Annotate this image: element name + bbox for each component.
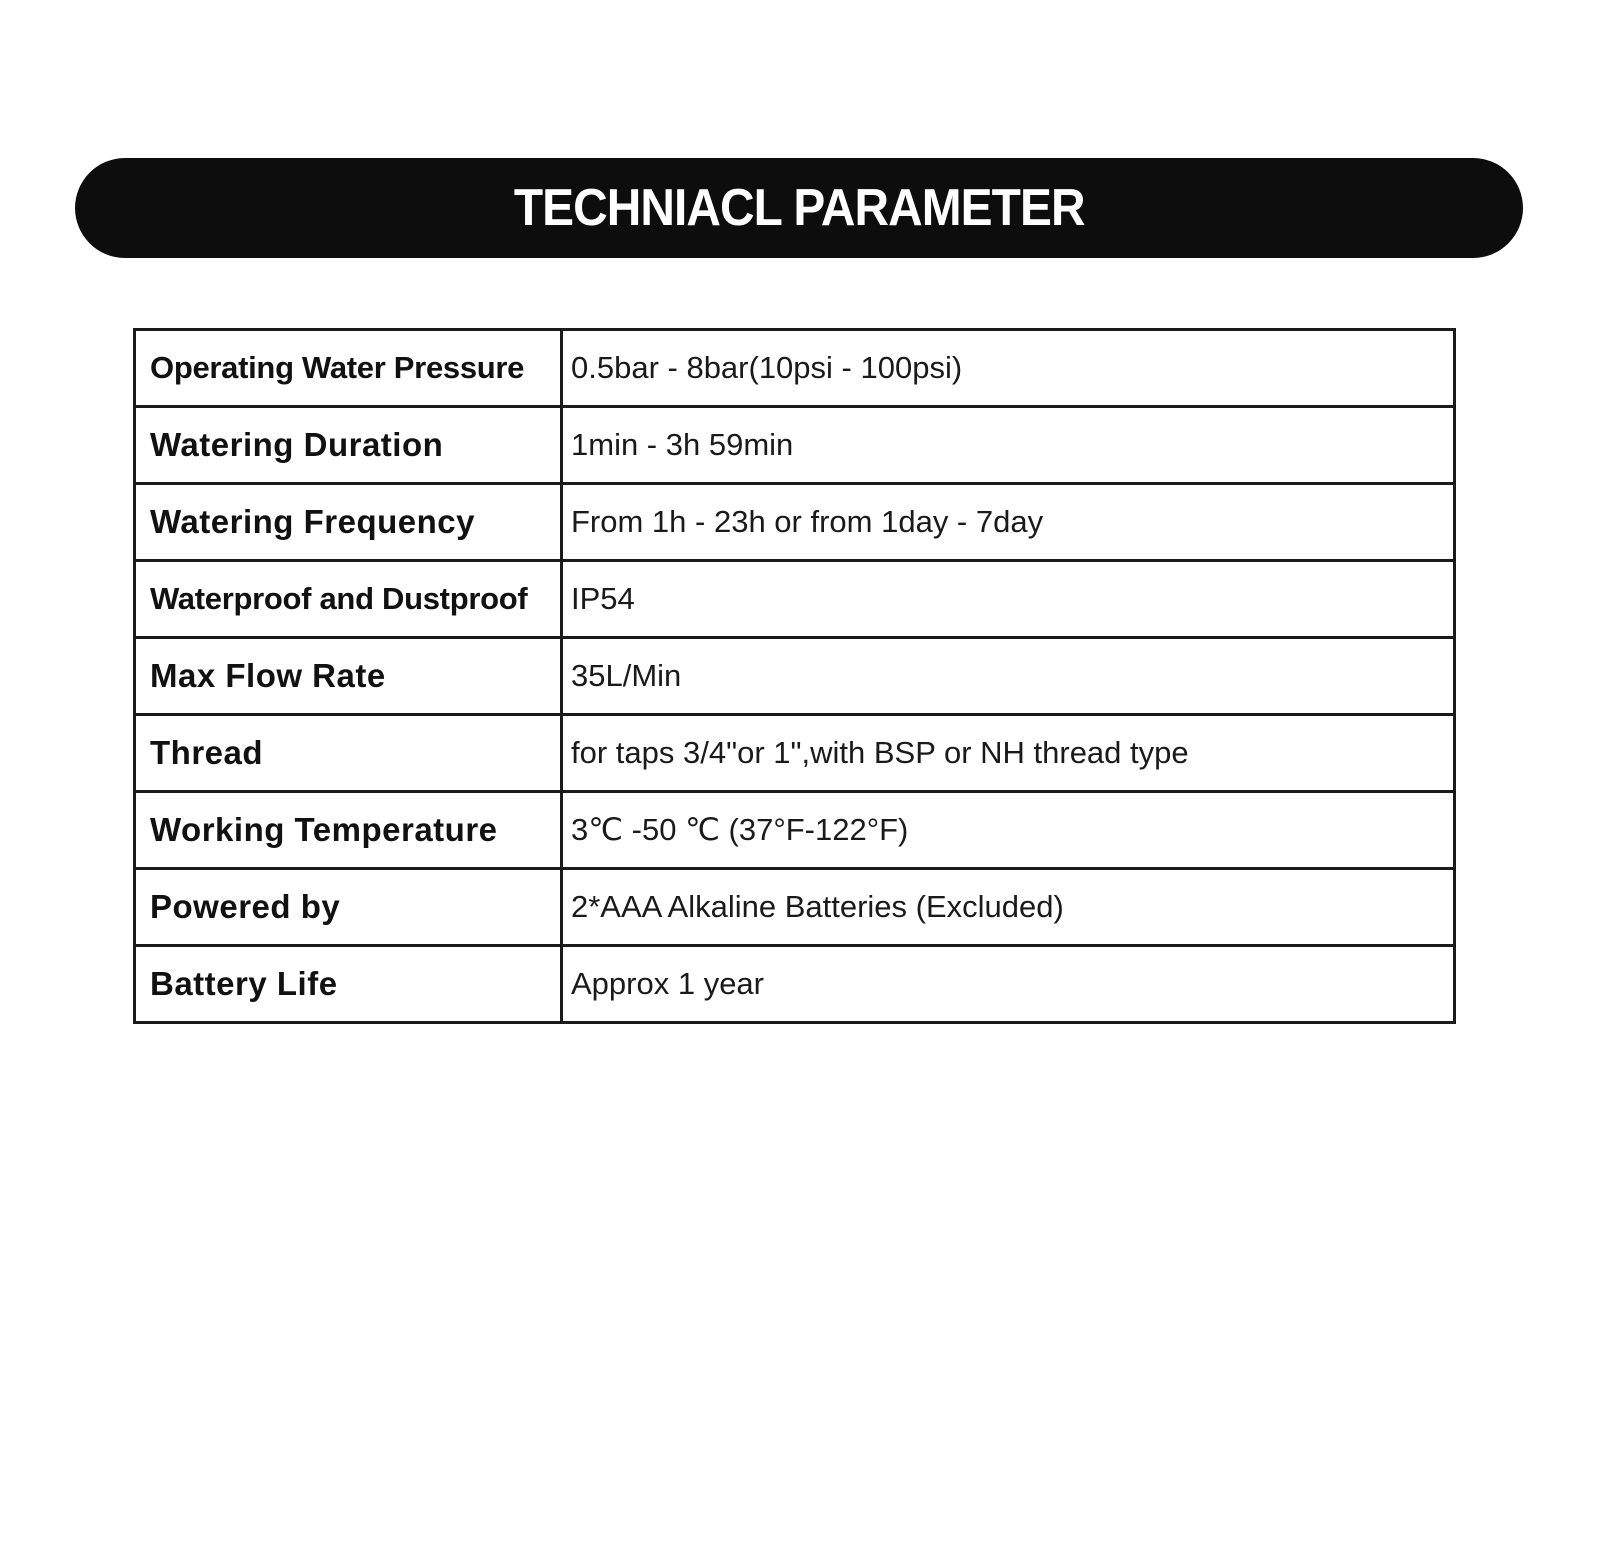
table-row (135, 715, 1455, 792)
table-row (135, 869, 1455, 946)
parameter-name: Waterproof and Dustproof (135, 561, 562, 638)
parameter-value: for taps 3/4"or 1",with BSP or NH thread type (562, 715, 1455, 792)
parameter-value: 0.5bar - 8bar(10psi - 100psi) (562, 330, 1455, 407)
parameter-value: Approx 1 year (562, 946, 1455, 1023)
table-row (135, 484, 1455, 561)
title-banner (75, 158, 1523, 258)
parameter-value: 1min - 3h 59min (562, 407, 1455, 484)
parameter-name: Operating Water Pressure (135, 330, 562, 407)
parameter-value: From 1h - 23h or from 1day - 7day (562, 484, 1455, 561)
parameter-value: 35L/Min (562, 638, 1455, 715)
parameter-name: Powered by (135, 869, 562, 946)
table-row (135, 561, 1455, 638)
table-row (135, 330, 1455, 407)
table-row (135, 946, 1455, 1023)
table-row (135, 792, 1455, 869)
parameter-table (133, 328, 1456, 1024)
parameter-name: Max Flow Rate (135, 638, 562, 715)
table-row (135, 638, 1455, 715)
parameter-value: 2*AAA Alkaline Batteries (Excluded) (562, 869, 1455, 946)
parameter-name: Thread (135, 715, 562, 792)
parameter-name: Battery Life (135, 946, 562, 1023)
parameter-value: 3℃ -50 ℃ (37°F-122°F) (562, 792, 1455, 869)
parameter-name: Working Temperature (135, 792, 562, 869)
table-row (135, 407, 1455, 484)
parameter-value: IP54 (562, 561, 1455, 638)
page-title: TECHNIACL PARAMETER (513, 179, 1085, 237)
parameter-name: Watering Duration (135, 407, 562, 484)
parameter-name: Watering Frequency (135, 484, 562, 561)
